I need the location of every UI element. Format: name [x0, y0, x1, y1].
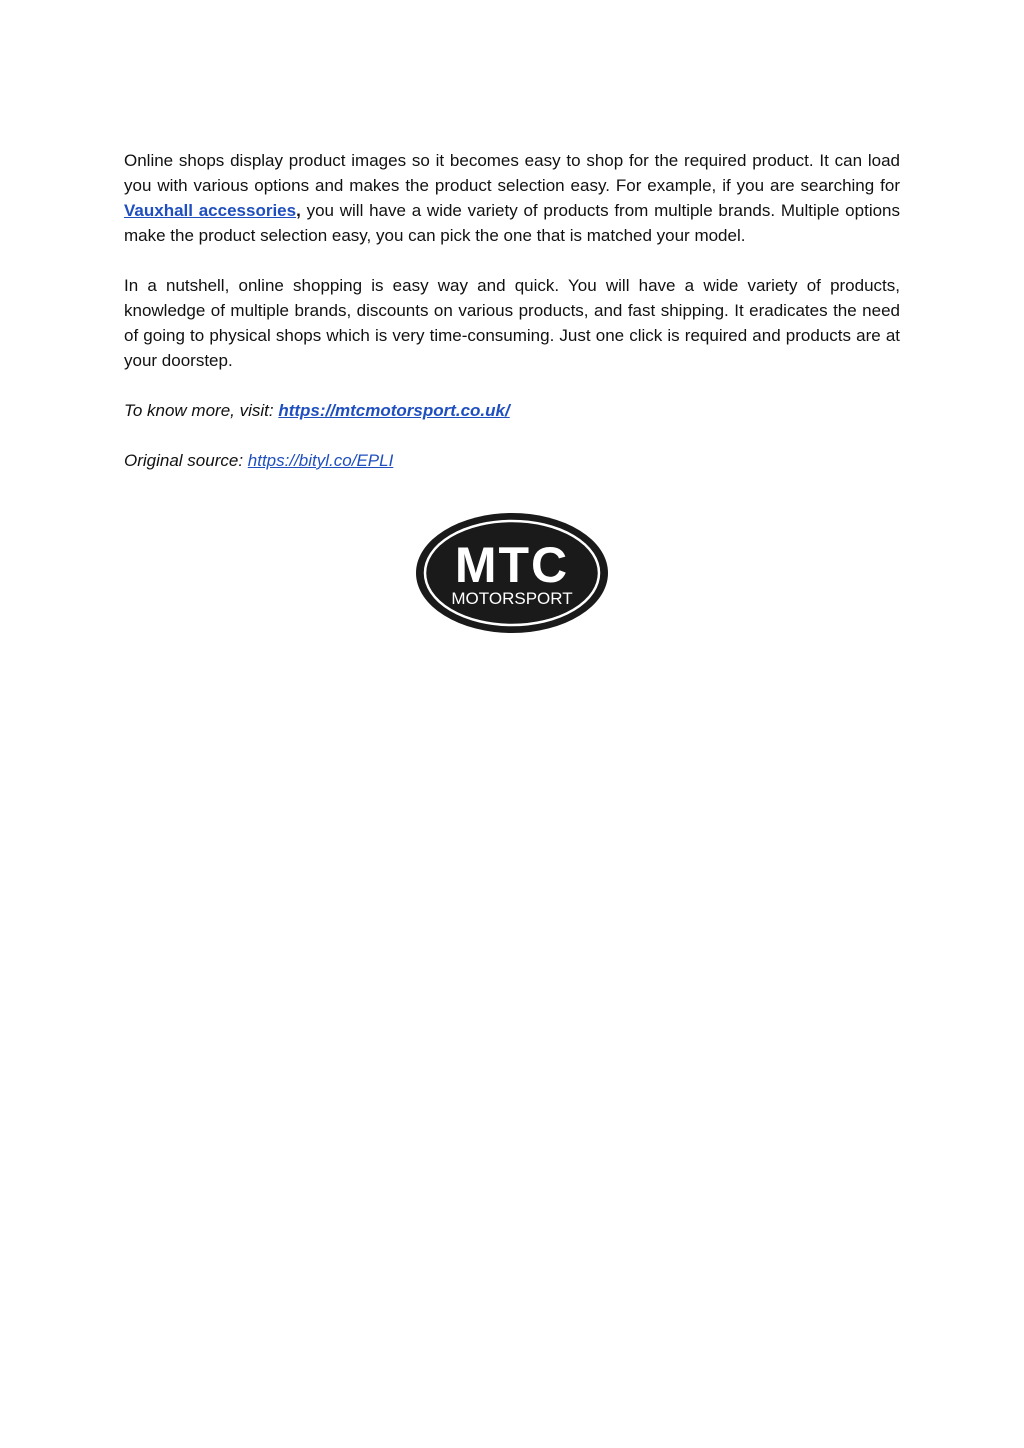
know-more-label: To know more, visit: [124, 401, 279, 420]
paragraph-1-comma: , [296, 201, 301, 220]
mtc-motorsport-logo [414, 512, 610, 634]
paragraph-1-text-end: you will have a wide variety of products from multiple brands. Multiple options make the product selection easy, you can pick the one that is matched your model. [124, 201, 901, 245]
logo-graphic [414, 512, 610, 634]
document-page [124, 148, 900, 498]
paragraph-1 [124, 148, 900, 248]
logo-main-text: MTC [454, 537, 570, 593]
paragraph-2: In a nutshell, online shopping is easy way and quick. You will have a wide variety of products, knowledge of multiple brands, discounts on various products, and fast shipping. It eradicates the need of going to physical shops which is very time-consuming. Just one click is required and products are at your doorstep. [124, 276, 900, 370]
mtcmotorsport-link[interactable]: https://mtcmotorsport.co.uk/ [278, 401, 510, 420]
vauxhall-accessories-link[interactable]: Vauxhall accessories [124, 201, 297, 220]
original-source-line [124, 448, 900, 473]
original-source-label: Original source: [124, 451, 248, 470]
know-more-line [124, 398, 900, 423]
original-source-link[interactable]: https://bityl.co/EPLI [247, 451, 394, 470]
paragraph-1-text-start: Online shops display product images so it becomes easy to shop for the required product. It can load you with various options and makes the product selection easy. For example, if you are searching for [124, 151, 900, 195]
logo-sub-text: MOTORSPORT [451, 589, 573, 608]
